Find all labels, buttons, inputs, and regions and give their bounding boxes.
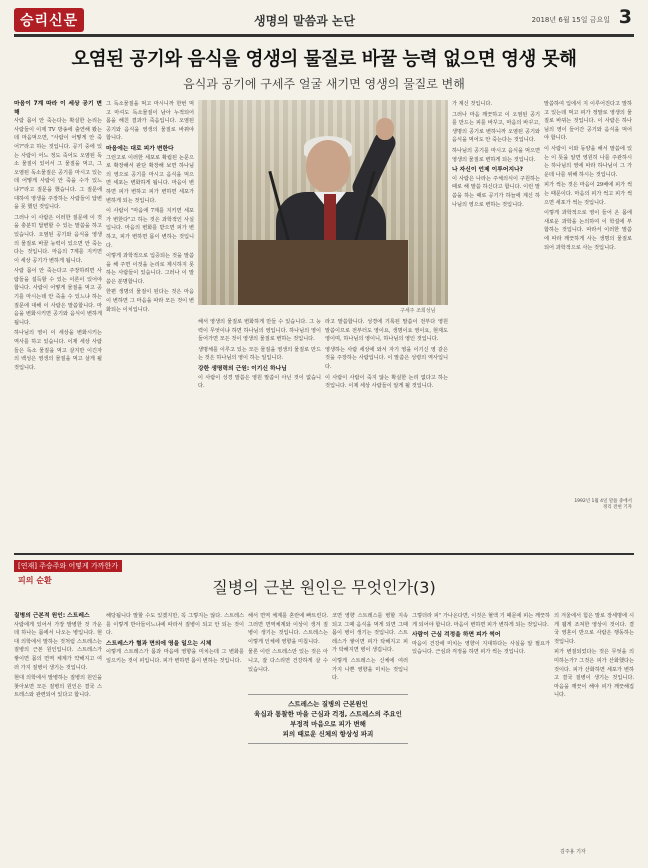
paragraph: 피가 변질되었다는 것은 무엇을 의미하는가? 그것은 피가 산화했다는 것이다. 피가 산화하면 세포가 변하고 결국 질병이 생기는 것입니다. 마음을 깨끗이 해야 피가 깨끗해집니다. (554, 649, 634, 699)
paragraph: 하나님의 영이 이 세상을 변화시키는 역사를 하고 있습니다. 이제 세상 사람들은 독소 물질을 먹고 살지만 이긴자의 백성은 영생의 물질을 먹고 살게 될 것입니다. (14, 330, 102, 371)
issue-date: 2018년 6월 15일 금요일 (531, 16, 610, 24)
article1-column-4 (325, 318, 448, 550)
paragraph: 의 겨울에서 힘은 말로 장세명에 시게 웹게 조져한 영상이 것이다. 결국 영혼이 반으로 사람은 행동하는 것입니다. (554, 613, 634, 645)
paragraph: 라고 말씀합니다. 성경에 기록된 말씀이 전부다 영원 말씀이므로 전부터도 영이요, 생명이요 영이요, 현재도 영이며, 하나님의 영이니, 하나님의 영인 것입니다. (325, 319, 448, 343)
article-divider (14, 553, 634, 555)
end-note-source: 1992년 1월 4일 말씀 중에서 (574, 499, 632, 504)
paragraph: 마음이 건강에 미치는 영향이 지대하다는 사실을 알 필요가 있습니다. 근심과 걱정을 하면 피가 썩는 것입니다. (412, 640, 550, 656)
paragraph: 피가 썩는 것은 마음이 29배에 피가 썩는 때문이다. 마음의 피가 썩고 피가 썩으면 세포가 썩는 것입니다. (544, 182, 632, 206)
paragraph: 영생하는 사람 세상에 와서 자기 영을 이기신 영 같은 것을 주장하는 사람입니다. 이 말씀은 성령의 역사입니다. (325, 346, 448, 370)
paragraph: 해서 영생의 물질로 변화하게 만들 수 있습니다. 그 능력이 무엇이냐 하면 하나님의 영입니다. 하나님의 영이 들어가면 모든 것이 영생의 물질로 변하는 것입니다. (198, 319, 321, 343)
article2-column-4 (332, 612, 408, 690)
subheading: 나 자신이 언제 이루어지나? (452, 167, 524, 174)
article1-end-note (572, 498, 632, 510)
paragraph: 이 사람이 성경 말씀은 영원 말씀이 아닌 것이 없습니다. (198, 374, 321, 390)
paragraph: 그러나 이 사람은 이러한 질문에 이 것을 충분히 답변할 수 있는 말씀을 하고 있습니다. 오염된 공기와 음식을 영생의 물질로 바꿀 능력이 있으면 안 죽는다는 것입니다. 마음의 7계를 지키면 이 세상 공기가 변하게 됩니다. (14, 214, 102, 264)
subheading: 사람이 근심 걱정을 하면 피가 썩어 (412, 632, 501, 639)
paragraph: 사람에게 있어서 가장 발병한 것 가운데 하나는 몸에서 나오는 병입니다. 현대 의학에서 말하는 것처럼 스트레스는 질병의 근본 원인입니다. 스트레스가 쌓이면 몸의 면역 체계가 약해지고 여러 가지 질병이 생기는 것입니다. (14, 621, 102, 671)
series-tag: [연재] 주승주와 어떻게 가까한가 (14, 560, 122, 572)
article1-subheadline: 음식과 공기에 구세주 얼굴 새기면 영생의 물질로 변해 (183, 77, 465, 91)
paragraph: 해당됩니다 말할 수도 있겠지만, 꼭 그렇지는 않다. 스트레스를 이렇게 반아들이느냐에 따라서 질병이 되고 안 되는 것이다. (106, 613, 244, 637)
top-rule (14, 34, 634, 37)
article1-column-3 (198, 318, 321, 550)
paragraph: 말씀하여 입에서 지 이루어진다고 말하고 있는데 먹고 피가 정말로 영생의 물질로 바뀌는 것입니다. 이 사람은 하나님의 영이 들어간 공기와 음식을 먹어야 합니다. (544, 101, 632, 142)
paragraph: 그 독소물질을 먹고 마시니까 한번 먹고 마셔도 독소물질이 남아 누적되어 몸을 해친 결과가 죽음입니다. 오염된 공기와 음식을 영생의 물질로 바꿔야 합니다. (106, 101, 194, 142)
paragraph: 그러나 마음 깨끗하고 이 오염된 공기를 만드는 피를 바꾸고, 마음의 바꾸고, 생명의 공기로 변하니까 오염된 공기와 음식을 먹어도 안 죽는다는 것입니다. (452, 111, 540, 144)
article2-column-6 (554, 612, 634, 847)
article1-column-5 (452, 100, 540, 550)
subheading: 강한 생명력의 근원: 이기신 하나님 (198, 365, 287, 372)
paragraph: 가 계신 것입니다. (452, 101, 493, 107)
article1-column-1 (14, 100, 102, 550)
paragraph: 사람 몸이 안 죽는다고 주장하려면 사람들을 설득할 수 있는 이론이 있어야 합니다. 사람이 어떻게 물질을 먹고 공기를 마시는데 안 죽을 수 있느냐 하는 질문에 대해 이 사람은 말씀합니다. 마음을 변화시키면 공기와 음식이 변하게 됩니다. (14, 268, 102, 326)
paragraph: 그렇더라 피" 가나온다면, 이것은 혈액 기 때문에 피는 깨끗하게 되어야 합니다. 마음이 변하면 피가 변하게 되는 것입니다. (412, 613, 550, 628)
article1-column-6 (544, 100, 632, 500)
paragraph: 현대 의학에서 발병하는 질병의 원인을 찾아보면 모든 질병의 원인은 결국 스트레스와 관련되어 있다고 합니다. (14, 675, 102, 699)
paragraph: 하나님의 공기를 마시고 음식을 먹으면 영생의 물질로 변하게 되는 것입니다. (452, 147, 540, 163)
article2-column-1 (14, 612, 102, 862)
pull-quote-line-4: 피의 때로운 신체의 항상성 파괴 (282, 730, 374, 738)
paragraph: 사람 몸이 안 죽는다는 확실한 논리는 사람들이 이제 TV 방송에 출연해 봤는데 마음먹으면, "사람이 어떻게 안 죽어?"라고 하는 것입니다. 공기 중에 있는 사람이 어느 정도 죽어도 오염된 독소 물질이 있어서 그 물질을 먹고, 그 오염된 독소물질은 공기를 마시고 있는데 어떻게 사람이 안 죽을 수가 있느냐?"라고 질문을 했습니다. 그 질문에 대하여 영생을 주장하는 사람들이 답변을 못 했던 것입니다. (14, 118, 102, 211)
paragraph: 이 사람이 "마음에 7계를 지키면 세포가 변한다"고 하는 것은 과학적인 사실입니다. 마음의 변화를 받으면 피가 변하고, 피가 변하면 몸이 변하는 것입니다. (106, 208, 194, 249)
pull-quote-box (248, 694, 408, 744)
paragraph: 한편 생명의 물질이 된다는 것은 마음이 변하면 그 마음을 따라 모든 것이 변화되는 이치입니다. (106, 289, 194, 313)
paragraph: 이렇게 과학적으로 입증되는 것을 말씀을 해 주면 이것을 논리로 제시하지 못하는 사람들이 있습니다. 그러나 이 말씀은 분명합니다. (106, 253, 194, 285)
paragraph: 이렇게 스트레스는 신체에 여러 가지 나쁜 영향을 미치는 것입니다. (332, 657, 408, 682)
pull-quote-line-3: 부정적 마음으로 피가 변해 (290, 720, 366, 728)
paragraph: 그런고로 이러한 세포로 확립된 논문으로 확장해서 판단 확장해 보면 하나님의 영으로 공기를 마시고 음식을 먹으면 세포는 변화하게 됩니다. 마음이 변하면 피가 변하고 피가 변하면 세포가 변하게 되는 것입니다. (106, 154, 194, 204)
paragraph: 이렇게 과학적으로 영이 들어 온 몸에 새로운 과학을 논의하여 이 학설에 부합하는 것입니다. 따라서 이러한 말씀에 따라 깨끗하게 사는 생명의 물질로 되어 과학적으로 사는 것입니다. (544, 210, 632, 251)
masthead (14, 8, 634, 32)
speaker-photo (198, 100, 448, 305)
article2-column-3 (248, 612, 328, 690)
paragraph: 코면 영향 스트레스를 병할 지속되고 그때 음식을 먹게 되면 그때 몸이 병이 생기는 것입니다. 스트레스가 쌓이면 피가 탁해지고 피가 탁해지면 병이 생깁니다. (332, 613, 408, 654)
paragraph: 이 사람은 나라는 주체의식이 구원하는 때로 해 말씀 하신다고 합니다. 이런 말씀을 하는 때로 공기가 하늘에 계신 하나님의 영으로 변하는 것입니다. (452, 175, 540, 208)
paragraph: 이 사람이 이와 동양을 해서 말씀에 있는 이 뜻을 알면 영원히 나를 주관하시는 하나님의 영에 따라 하나님이 그 가운데 나를 위해 하시는 것입니다. (544, 145, 632, 178)
paragraph: 생명체를 이루고 있는 모든 물질을 영생의 물질로 만드는 것은 하나님의 영이 하는 일입니다. (198, 346, 321, 362)
series-column-name: 피의 순환 (18, 576, 52, 585)
pull-quote-line-2: 육십과 통찰한 마을 근심과 걱정, 스트레스의 주요인 (254, 710, 402, 718)
end-note-editor: 정리 전현 기자 (603, 505, 632, 510)
paragraph: 물론 이런 스트레스만 있는 것은 아니고, 잘 다스리면 건강하게 살 수 있습니다. (248, 649, 328, 673)
pull-quote-line-1: 스트레스는 질병의 근본원인 (288, 700, 368, 708)
article2-headline: 질병의 근본 원인은 무엇인가(3) (212, 578, 436, 597)
paragraph: 이렇게 스트레스가 몸과 마음에 영향을 미치는데 그 변화를 일으키는 것이 피입니다. 피가 변하면 몸이 변하는 것입니다. (106, 649, 244, 664)
paragraph: 이 사람이 사람이 죽지 않는 확실한 논리 없다고 하는 것입니다. 이제 세상 사람들이 알게 될 것입니다. (325, 374, 448, 390)
subheading: 마음에는 대로 피가 변한다 (106, 145, 174, 152)
page-number: 3 (618, 6, 632, 28)
newspaper-logo: 승리신문 (14, 8, 84, 32)
article1-headline: 오염된 공기와 음식을 영생의 물질로 바꿀 능력 없으면 영생 못해 (71, 49, 577, 70)
article2-column-5 (412, 612, 550, 862)
section-title: 생명의 말씀과 논단 (254, 13, 356, 28)
article2-byline: 김주용 기자 (560, 849, 586, 855)
subheading: 질병의 근본적 원인: 스트레스 (14, 613, 90, 619)
subheading: 마음이 7계 따라 이 세상 공기 변해 (14, 101, 102, 116)
photo-caption: 구세주 조희성님 (400, 308, 436, 314)
article2-column-2 (106, 612, 244, 862)
article1-column-2 (106, 100, 194, 550)
paragraph: 해서 면역 체계를 혼란에 빠트린다. 그러면 면역체계와 이상이 생겨 질병이 생기는 것입니다. 스트레스는 이렇게 인체에 영향을 미칩니다. (248, 613, 328, 645)
subheading: 스트레스가 혈과 면의에 영을 일으는 시체 (106, 640, 212, 647)
